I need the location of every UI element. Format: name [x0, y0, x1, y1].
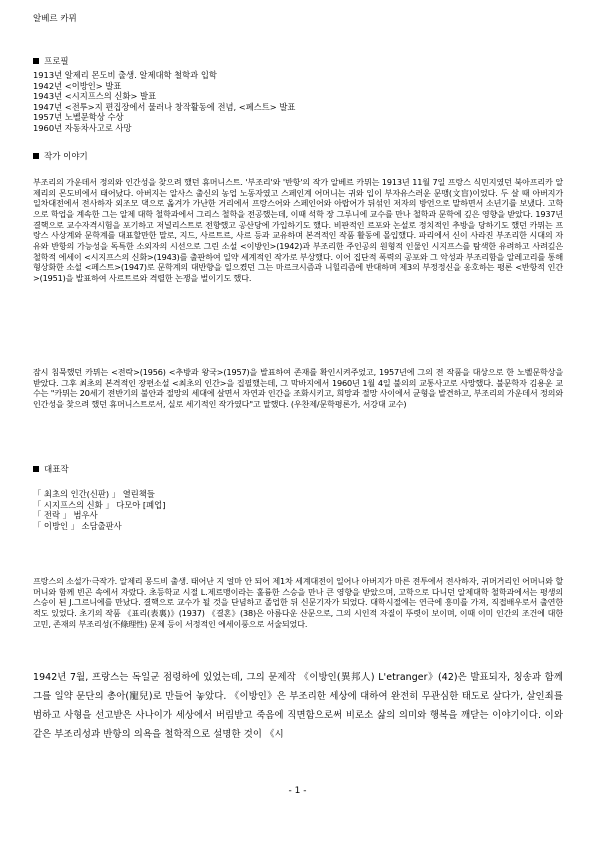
page-number: - 1 -: [288, 786, 307, 796]
works-item: 「 시지프스의 신화 」 다모아 [폐업]: [33, 499, 166, 510]
profile-line: 1960년 자동차사고로 사망: [33, 122, 132, 133]
profile-line: 1942년 <이방인> 발표: [33, 80, 122, 91]
profile-line: 1957년 노벨문학상 수상: [33, 112, 124, 123]
story-heading: 작가 이야기: [33, 152, 88, 163]
works-item: 「 이방인 」 소담출판사: [33, 520, 122, 531]
works-item: 「 전락 」 범우사: [33, 510, 98, 521]
profile-line: 1913년 알제리 몬도비 출생. 알제대학 철학과 입학: [33, 70, 217, 80]
square-bullet-icon: [33, 466, 39, 472]
story-paragraph-1: 부조리의 가운데서 정의와 인간성을 찾으려 했던 휴머니스트. '부조리'와 '반항'의 작가 알베르 카뮈는 1913년 11월 7일 프랑스 식민지였던 북아프리카 알제리의 몬도비에서 태어났다. 아버지는 알사스 출신의 농업 노동자였고 스페인계 어머니는 귀와 입이 부자유스러운 문맹(文盲)이었다. 두 살 때 아버지가 일차대전에서 전사하자 외조모 댁으로 옮겨가 가난한 거리에서 프랑스어와 스페인어와 아랍어가 뒤섞인 저자의 방언으로 말하면서 소년기를 보냈다. 고학으로 학업을 계속한 그는 알제 대학 철학과에서 그리스 철학을 전공했는데, 이때 석학 장 그루니에 교수를 만나 철학과 문학에 깊은 영향을 받았다. 1937년 결핵으로 교수자격시험을 포기하고 저널리스트로 전향했고 공산당에 가입하기도 했다. 비판적인 르포와 논설로 정치적인 추방을 당하기도 했던 카뮈는 프랑스 사상계와 문학계를 대표할만한 말로, 지드, 사르트르, 사르 등과 교유하며 본격적인 작품 활동에 몰입했다. 파리에서 신이 사라진 부조리한 시대의 자유와 반항의 가능성을 독특한 소외자의 시선으로 그린 소설 <이방인>(1942)과 부조리한 주인공의 원형적 인물인 시지프스를 탐색한 유려하고 사려깊은 철학적 에세이 <시지프스의 신화>(1943)를 출판하여 일약 세계적인 작가로 부상했다. 이어 집단적 폭력의 공포와 그 악성과 부조리함을 알레고리를 통해 형상화한 소설 <페스트>(1947)로 문학계의 대반향을 일으켰던 그는 마르크시즘과 니힐리즘에 반대하며 제3의 부정정신을 옹호하는 평론 <반항적 인간>(1951)을 발표하여 사르트르와 격렬한 논쟁을 벌이기도 했다.: [33, 177, 563, 283]
square-bullet-icon: [33, 58, 39, 64]
square-bullet-icon: [33, 153, 39, 159]
works-heading: 대표작: [33, 465, 69, 476]
works-list: [33, 489, 165, 531]
document-title: 알베르 카뮈: [33, 14, 77, 24]
story-paragraph-2: 잠시 침묵했던 카뮈는 <전락>(1956) <추방과 왕국>(1957)을 발표하여 존재를 확인시켜주었고, 1957년에 그의 전 작품을 대상으로 한 노벨문학상을 받았다. 그후 최초의 본격적인 장편소설 <최초의 인간>을 집필했는데, 그 막바지에서 1960년 1월 4일 불의의 교통사고로 사망했다. 불문학자 김용운 교수는 "카뮈는 20세기 전반기의 불안과 절망의 세대에 살면서 자연과 인간을 조화시키고, 희망과 절망 사이에서 균형을 발견하고, 부조리의 가운데서 정의와 인간성을 찾으려 했던 휴머니스트로서, 실로 세기적인 작가였다"고 말했다. (우찬제/문학평론가, 서강대 교수): [33, 367, 563, 409]
works-item: 「 최초의 인간(신판) 」 열린책들: [33, 489, 155, 499]
bio-paragraph: 프랑스의 소설가·극작가. 알제리 몽드비 출생. 태어난 지 얼마 안 되어 제1차 세계대전이 일어나 아버지가 마른 전투에서 전사하자, 귀머거리인 어머니와 할머니와 함께 빈곤 속에서 자랐다. 초등학교 시절 L.제르맹이라는 훌륭한 스승을 만나 큰 영향을 받았으며, 고학으로 다니던 알제대학 철학과에서는 평생의 스승이 된 J.그르니에를 만났다. 결핵으로 교수가 될 것을 단념하고 졸업한 뒤 신문기자가 되었다. 대학시절에는 연극에 흥미를 가져, 직접배우로서 출연한 적도 있었다. 초기의 작품 《표리(表裏)》(1937) 《결혼》(38)은 아름다운 산문으로, 그의 시인적 자질이 뚜렷이 보이며, 이때 이미 인간의 조건에 대한 고민, 존재의 부조리성(不條理性) 문제 등이 서정적인 에세이풍으로 서술되었다.: [33, 576, 563, 629]
profile-line: 1947년 <전투>지 편집장에서 물러나 창작활동에 전념, <페스트> 발표: [33, 101, 296, 112]
profile-list: [33, 70, 563, 134]
profile-heading: 프로필: [33, 57, 69, 68]
bio-paragraph-large: 1942년 7월, 프랑스는 독일군 점령하에 있었는데, 그의 문제작 《이방인(異邦人) L'etranger》(42)은 발표되자, 칭송과 함께 그를 일약 문단의 총아(寵兒)로 만들어 놓았다. 《이방인》은 부조리한 세상에 대하여 완전히 무관심한 태도로 살다가, 살인죄를 범하고 사형을 선고받은 사나이가 세상에서 버림받고 죽음에 직면함으로써 비로소 삶의 의미와 행복을 깨닫는 이야기이다. 이와 같은 부조리성과 반항의 의욕을 철학적으로 설명한 것이 《시: [33, 672, 563, 740]
profile-line: 1943년 <시지프스의 신화> 발표: [33, 91, 157, 102]
